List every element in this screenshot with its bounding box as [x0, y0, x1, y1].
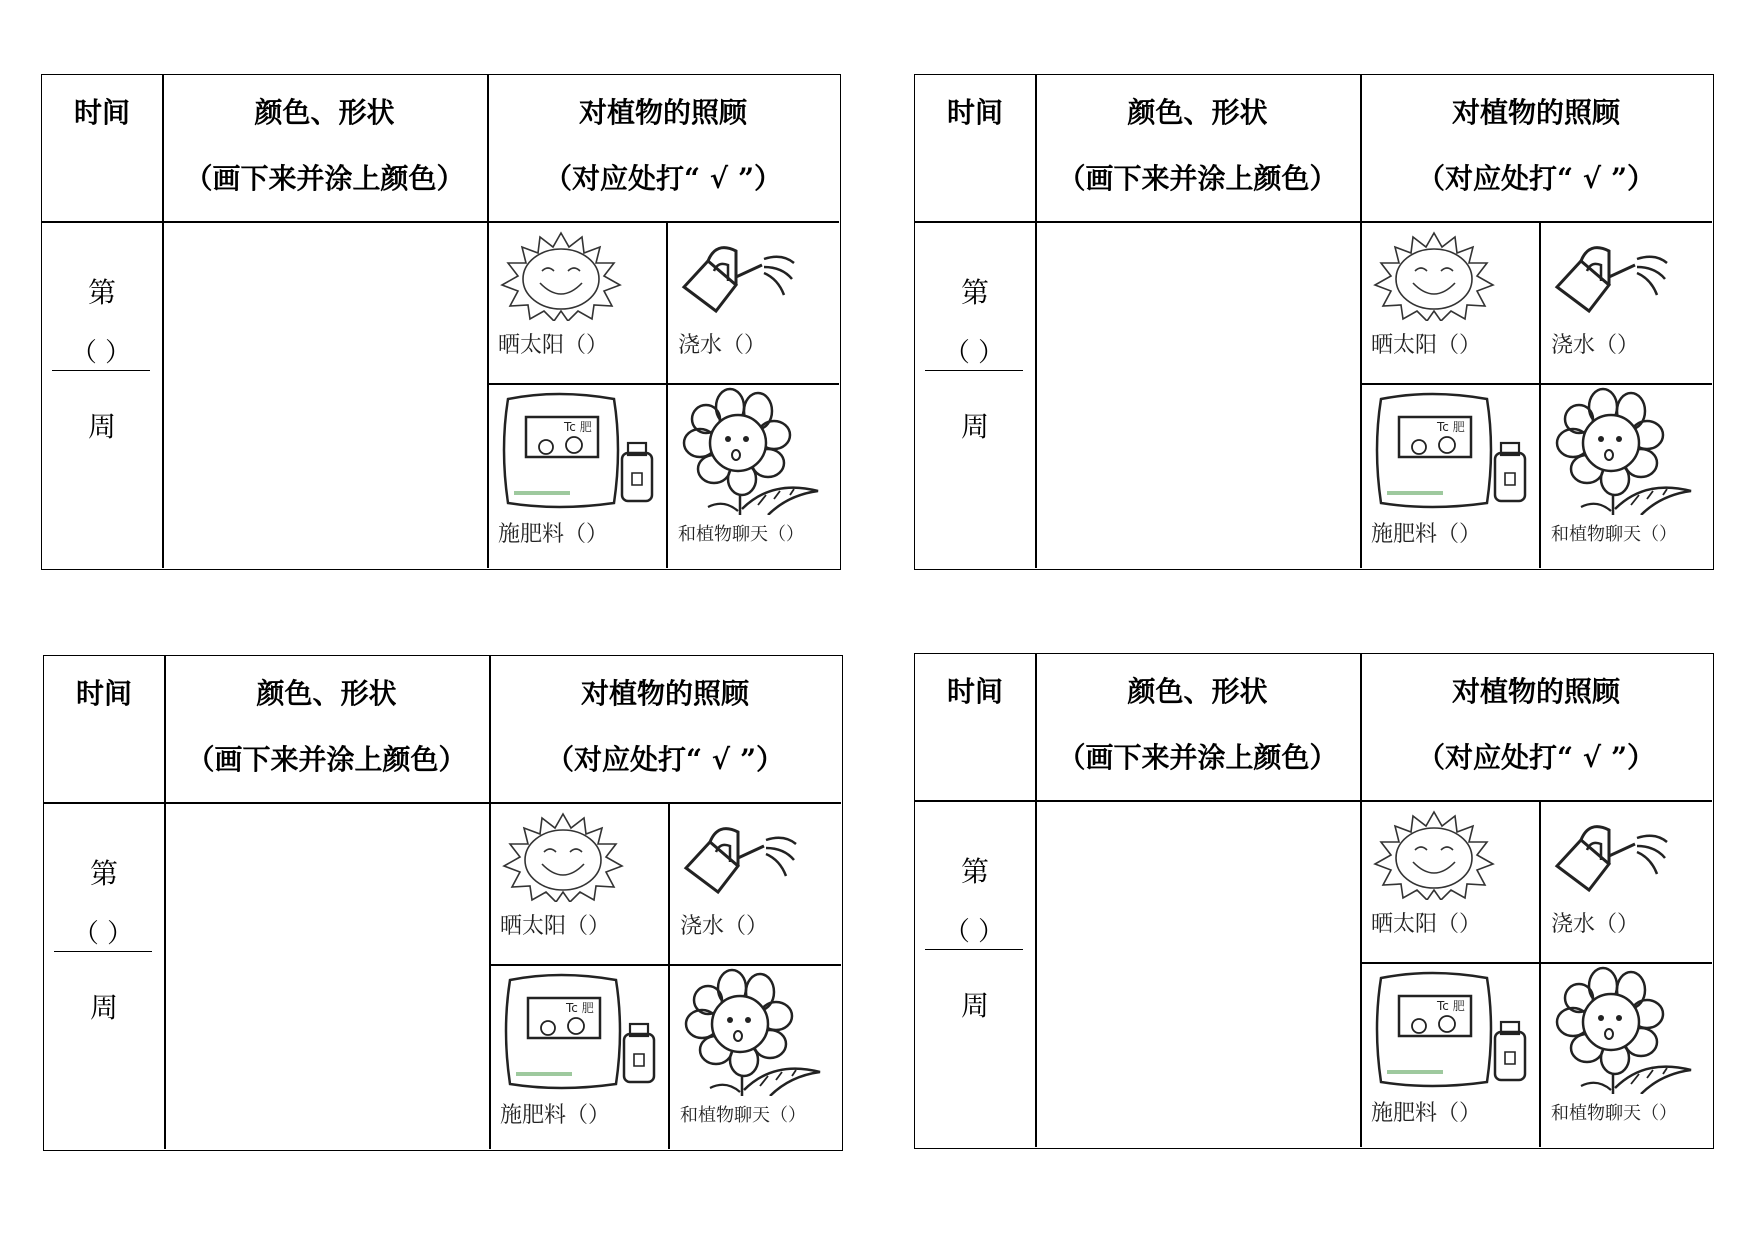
header-time: 时间 — [946, 675, 1003, 708]
care-grid-horizontal — [1360, 383, 1712, 385]
svg-text:Tc 肥: Tc 肥 — [564, 420, 592, 434]
watering-can-icon — [678, 231, 798, 321]
flower-face-icon — [1551, 387, 1701, 515]
care-fertilize-label[interactable]: 施肥料（） — [498, 522, 609, 547]
care-sun-label[interactable]: 晒太阳（） — [498, 333, 609, 358]
care-chat-label[interactable]: 和植物聊天（） — [678, 524, 804, 545]
header-care-hint: （对应处打“ √ ”） — [1416, 741, 1656, 774]
week-cell — [42, 221, 162, 568]
header-color-shape: 颜色、形状 — [1127, 96, 1268, 129]
care-grid-vertical — [1539, 800, 1541, 1147]
care-sun-label[interactable]: 晒太阳（） — [1371, 333, 1482, 358]
week-zhou-label: 周 — [89, 991, 118, 1024]
care-grid-horizontal — [487, 383, 839, 385]
fertilizer-bag-icon — [1371, 970, 1531, 1088]
week-cell — [915, 221, 1035, 568]
fertilizer-bag-icon — [498, 391, 658, 509]
watering-can-icon — [1551, 231, 1671, 321]
header-plant-care: 对植物的照顾 — [578, 96, 747, 129]
svg-text:Tc 肥: Tc 肥 — [1437, 420, 1465, 434]
week-di-label: 第 — [87, 276, 116, 309]
care-grid-vertical — [1539, 221, 1541, 568]
care-water-label[interactable]: 浇水（） — [1551, 912, 1640, 937]
flower-face-icon — [680, 968, 830, 1096]
record-card-2 — [914, 74, 1714, 570]
watering-can-icon — [680, 812, 800, 902]
header-color-shape: 颜色、形状 — [256, 677, 397, 710]
header-plant-care: 对植物的照顾 — [1451, 96, 1620, 129]
care-chat-label[interactable]: 和植物聊天（） — [680, 1105, 806, 1126]
fertilizer-bag-icon — [500, 972, 660, 1090]
header-time: 时间 — [75, 677, 132, 710]
column-divider-drawing — [487, 75, 489, 568]
care-water-label[interactable]: 浇水（） — [1551, 333, 1640, 358]
week-zhou-label: 周 — [960, 410, 989, 443]
care-fertilize-label[interactable]: 施肥料（） — [1371, 522, 1482, 547]
care-chat-label[interactable]: 和植物聊天（） — [1551, 1103, 1677, 1124]
header-time: 时间 — [73, 96, 130, 129]
header-color-shape: 颜色、形状 — [1127, 675, 1268, 708]
header-draw-hint: （画下来并涂上颜色） — [186, 743, 467, 776]
header-plant-care: 对植物的照顾 — [580, 677, 749, 710]
care-water-label[interactable]: 浇水（） — [680, 914, 769, 939]
care-fertilize-label[interactable]: 施肥料（） — [1371, 1101, 1482, 1126]
week-di-label: 第 — [960, 855, 989, 888]
care-sun-label[interactable]: 晒太阳（） — [1371, 912, 1482, 937]
drawing-area[interactable] — [163, 222, 486, 567]
week-zhou-label: 周 — [960, 989, 989, 1022]
week-cell — [44, 802, 164, 1149]
svg-text:Tc 肥: Tc 肥 — [1437, 999, 1465, 1013]
care-sun-label[interactable]: 晒太阳（） — [500, 914, 611, 939]
flower-face-icon — [678, 387, 828, 515]
care-grid-horizontal — [1360, 962, 1712, 964]
drawing-area[interactable] — [1036, 801, 1359, 1146]
sun-icon — [498, 231, 624, 321]
flower-face-icon — [1551, 966, 1701, 1094]
record-card-4 — [914, 653, 1714, 1149]
header-draw-hint: （画下来并涂上颜色） — [1057, 741, 1338, 774]
column-divider-drawing — [489, 656, 491, 1149]
week-zhou-label: 周 — [87, 410, 116, 443]
watering-can-icon — [1551, 810, 1671, 900]
header-color-shape: 颜色、形状 — [254, 96, 395, 129]
week-number-blank[interactable]: （ ） — [54, 917, 152, 952]
sun-icon — [1371, 810, 1497, 900]
care-grid-vertical — [666, 221, 668, 568]
week-number-blank[interactable]: （ ） — [925, 336, 1023, 371]
week-cell — [915, 800, 1035, 1147]
care-water-label[interactable]: 浇水（） — [678, 333, 767, 358]
column-divider-drawing — [1360, 75, 1362, 568]
header-care-hint: （对应处打“ √ ”） — [1416, 162, 1656, 195]
week-number-blank[interactable]: （ ） — [925, 915, 1023, 950]
drawing-area[interactable] — [1036, 222, 1359, 567]
header-draw-hint: （画下来并涂上颜色） — [184, 162, 465, 195]
header-care-hint: （对应处打“ √ ”） — [545, 743, 785, 776]
care-chat-label[interactable]: 和植物聊天（） — [1551, 524, 1677, 545]
care-grid-vertical — [668, 802, 670, 1149]
column-divider-drawing — [1360, 654, 1362, 1147]
care-grid-horizontal — [489, 964, 841, 966]
week-di-label: 第 — [960, 276, 989, 309]
sun-icon — [500, 812, 626, 902]
week-di-label: 第 — [89, 857, 118, 890]
header-plant-care: 对植物的照顾 — [1451, 675, 1620, 708]
record-card-1 — [41, 74, 841, 570]
record-card-3 — [43, 655, 843, 1151]
sun-icon — [1371, 231, 1497, 321]
drawing-area[interactable] — [165, 803, 488, 1148]
svg-text:Tc 肥: Tc 肥 — [566, 1001, 594, 1015]
week-number-blank[interactable]: （ ） — [52, 336, 150, 371]
header-care-hint: （对应处打“ √ ”） — [543, 162, 783, 195]
header-draw-hint: （画下来并涂上颜色） — [1057, 162, 1338, 195]
fertilizer-bag-icon — [1371, 391, 1531, 509]
header-time: 时间 — [946, 96, 1003, 129]
care-fertilize-label[interactable]: 施肥料（） — [500, 1103, 611, 1128]
